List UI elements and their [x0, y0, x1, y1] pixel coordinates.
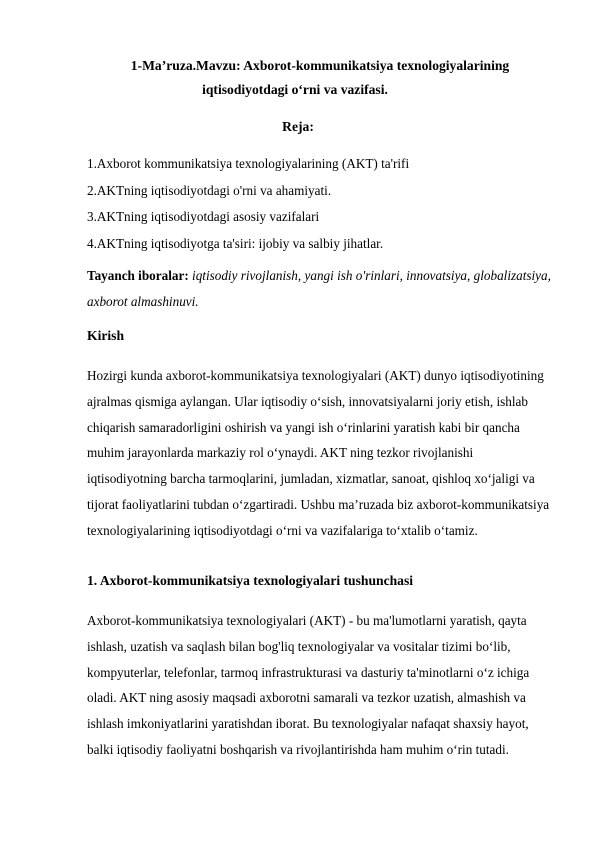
intro-paragraph: Hozirgi kunda axborot-kommunikatsiya texnologiyalari (AKT) dunyo iqtisodiyotining ajralmas qismiga aylangan. Ular iqtisodiy o‘sish, innovatsiyalarni joriy etish, ishlab chiqarish samaradorligini oshirish va yangi ish o‘rinlarini yaratish kabi bir qancha muhim jarayonlarda markaziy rol o‘ynaydi. AKT ning tezkor rivojlanishi iqtisodiyotning barcha tarmoqlarini, jumladan, xizmatlar, sanoat, qishloq xo‘jaligi va tijorat faoliyatlarini tubdan o‘zgartiradi. Ushbu ma’ruzada biz axborot-kommunikatsiya texnologiyalarining iqtisodiyotdagi o‘rni va vazifalariga to‘xtalib o‘tamiz.	[87, 368, 550, 538]
plan-item: 4.AKTning iqtisodiyotga ta'siri: ijobiy va salbiy jihatlar.	[87, 235, 384, 251]
section-1-heading: 1. Axborot-kommunikatsiya texnologiyalari tushunchasi	[87, 573, 414, 588]
keywords-paragraph	[87, 263, 555, 315]
plan-item: 2.AKTning iqtisodiyotdagi o'rni va ahamiyati.	[87, 182, 332, 198]
lecture-title-line-1: 1-Ma’ruza.Mavzu: Axborot-kommunikatsiya texnologiyalarining	[130, 58, 510, 73]
plan-list	[87, 155, 409, 261]
keywords-text: iqtisodiy rivojlanish, yangi ish o'rinlari, innovatsiya, globalizatsiya, axborot almashinuvi.	[87, 268, 551, 309]
section-1-paragraph: Axborot-kommunikatsiya texnologiyalari (AKT) - bu ma'lumotlarni yaratish, qayta ishlash, uzatish va saqlash bilan bog'liq texnologiyalar va vositalar tizimi bo‘lib, kompyuterlar, telefonlar, tarmoq infrastrukturasi va dasturiy ta'minotlarni o‘z ichiga oladi. AKT ning asosiy maqsadi axborotni samarali va tezkor uzatish, almashish va ishlash imkoniyatlarini yaratishdan iborat. Bu texnologiyalar nafaqat shaxsiy hayot, balki iqtisodiy faoliyatni boshqarish va rivojlantirishda ham muhim o‘rin tutadi.	[87, 613, 530, 757]
plan-item: 3.AKTning iqtisodiyotdagi asosiy vazifalari	[87, 209, 320, 225]
intro-heading: Kirish	[87, 328, 125, 343]
lecture-title-line-2: iqtisodiyotdagi o‘rni va vazifasi.	[202, 82, 388, 97]
keywords-label: Tayanch iboralar:	[87, 268, 189, 283]
plan-item: 1.Axborot kommunikatsiya texnologiyalarining (AKT) ta'rifi	[87, 156, 410, 171]
plan-heading: Reja:	[282, 119, 314, 134]
